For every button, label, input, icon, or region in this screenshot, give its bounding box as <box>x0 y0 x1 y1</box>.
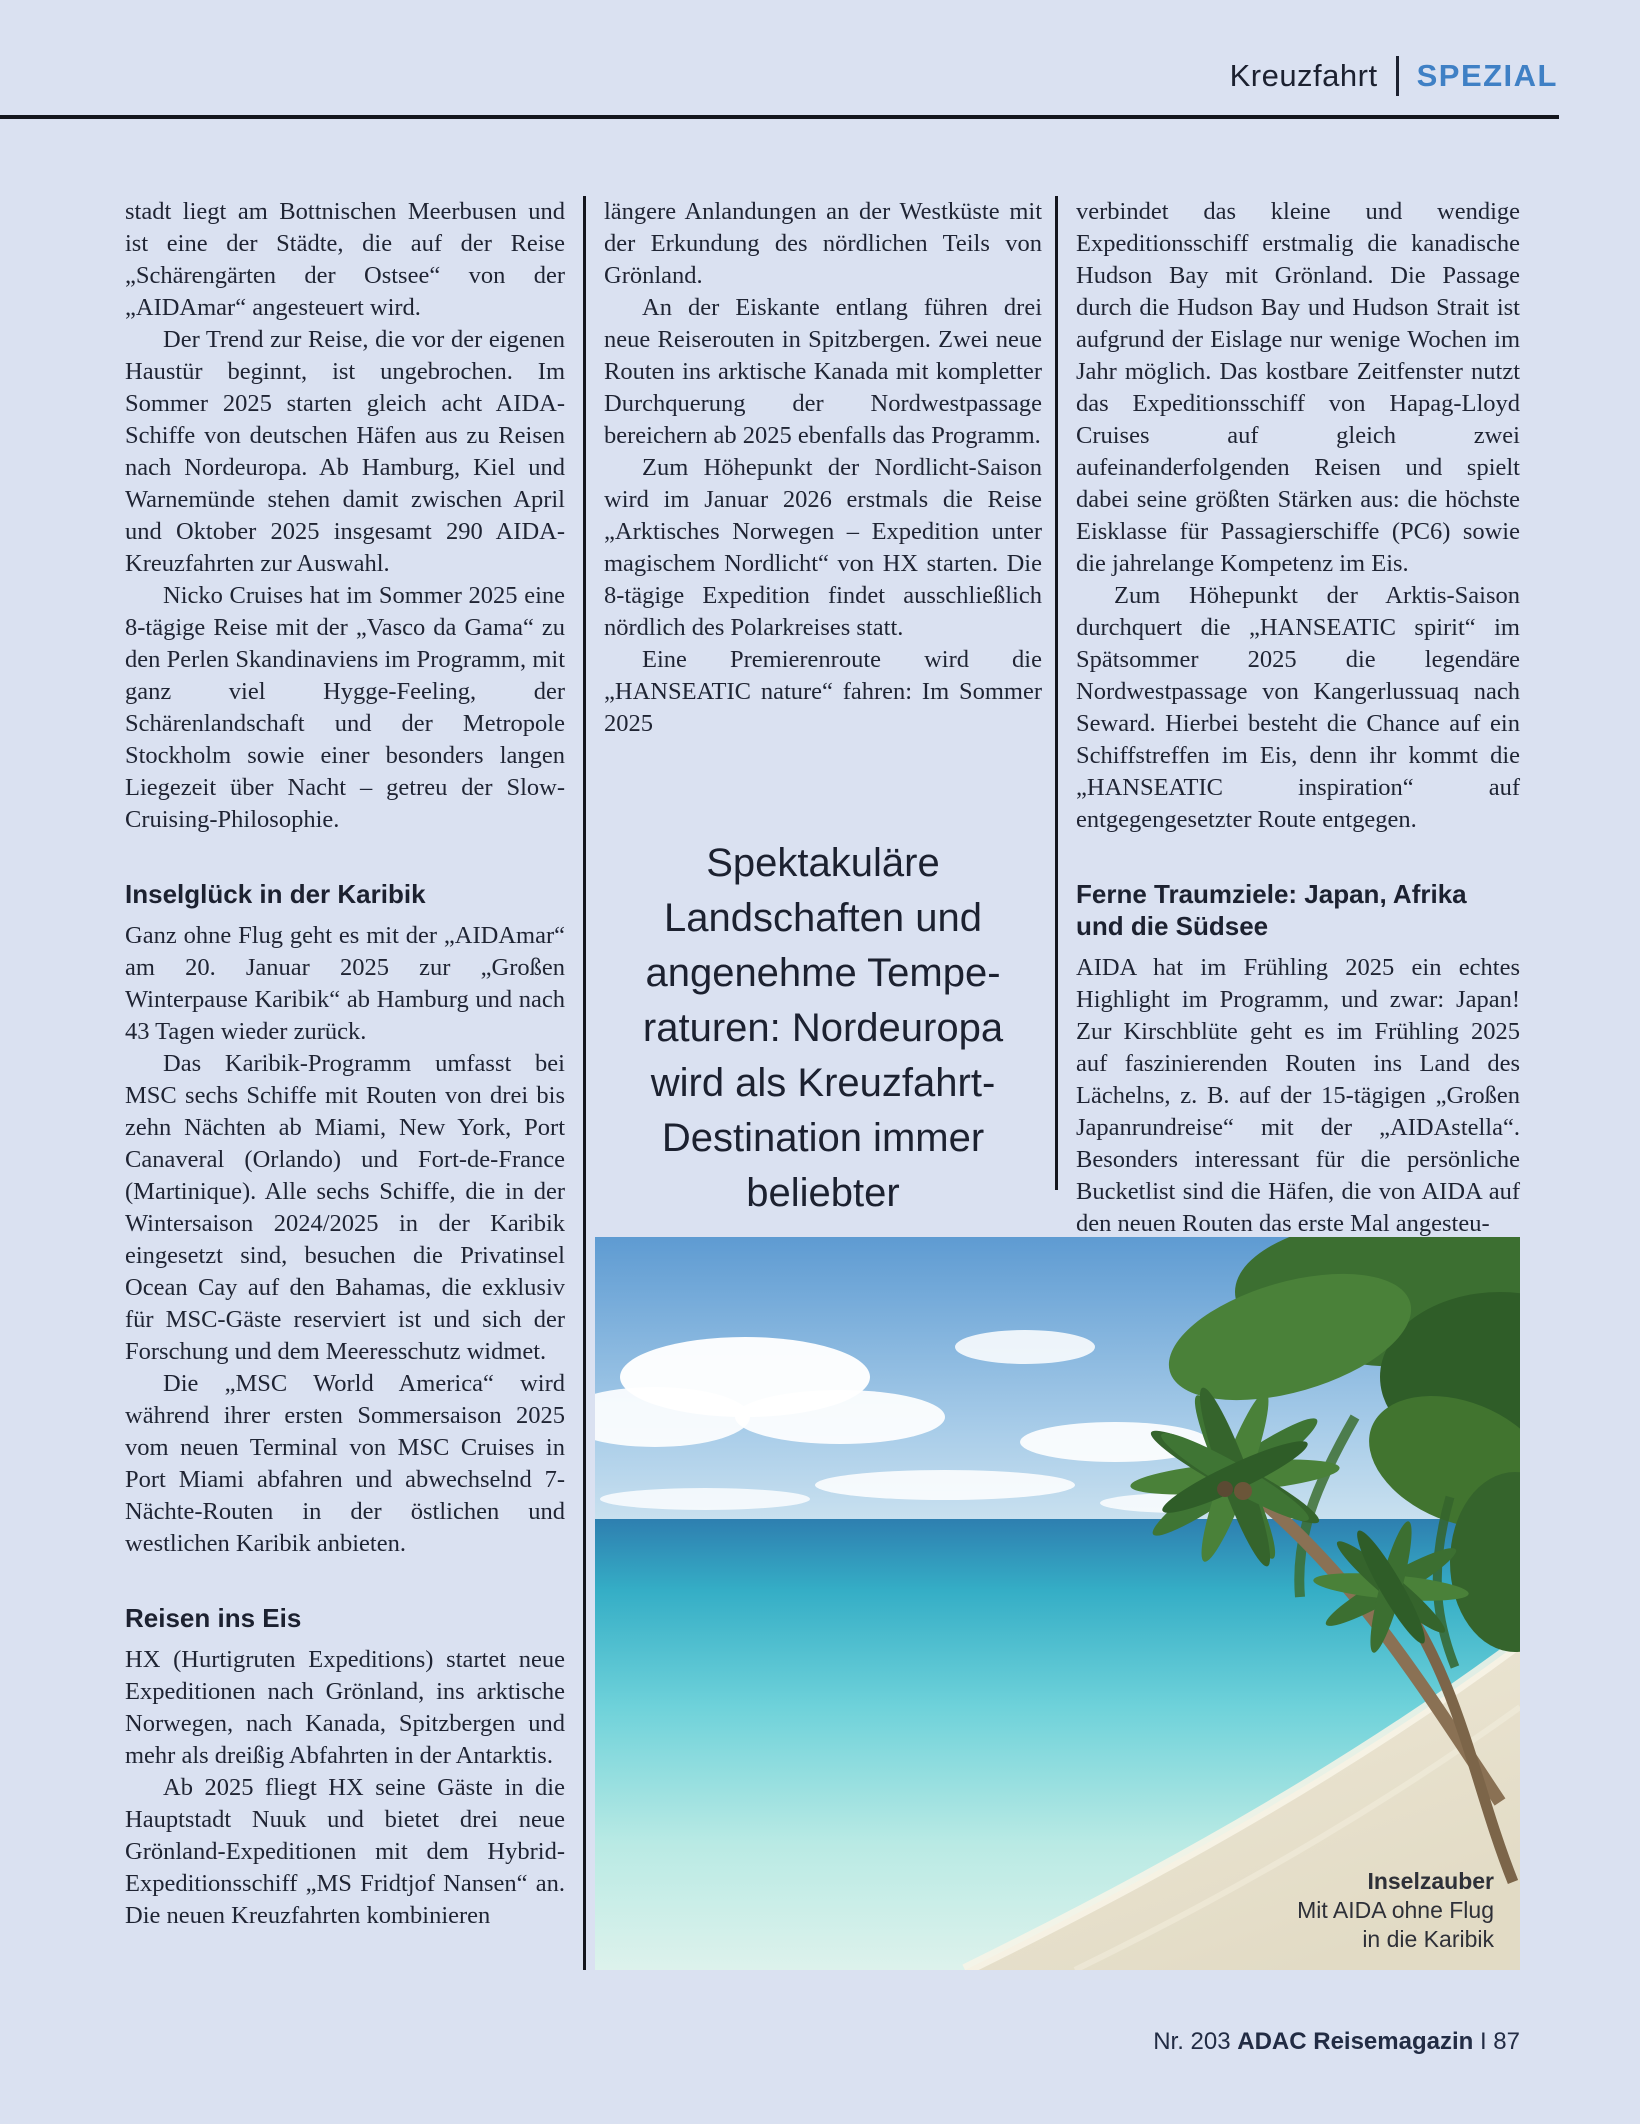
body-paragraph: An der Eiskante entlang führen drei neue Reiserouten in Spitzbergen. Zwei neue Routen ins arktische Kanada mit kompletter Durchquerung der Nordwestpassage bereichern ab 2025 ebenfalls das Programm. <box>604 294 1042 449</box>
body-paragraph: Nicko Cruises hat im Sommer 2025 eine 8-tägige Reise mit der „Vasco da Gama“ zu den Perlen Skandinaviens im Programm, mit ganz viel Hygge-Feeling, der Schärenlandschaft und der Metropole Stockholm sowie einer besonders langen Liegezeit über Nacht – getreu der Slow-Cruising-Philosophie. <box>125 582 565 833</box>
body-paragraph: Zum Höhepunkt der Arktis-Saison durchquert die „HANSEATIC spirit“ im Spätsommer 2025 die legendäre Nordwestpassage von Kangerlussuaq nach Seward. Hierbei besteht die Chance auf ein Schiffstreffen im Eis, denn ihr kommt die „HANSEATIC inspiration“ auf entgegengesetzter Route entgegen. <box>1076 582 1520 833</box>
body-paragraph: Das Karibik-Programm umfasst bei MSC sechs Schiffe mit Routen von drei bis zehn Nächten ab Miami, New York, Port Canaveral (Orlando) und Fort-de-France (Martinique). Alle sechs Schiffe, die in der Wintersaison 2024/2025 in der Karibik eingesetzt sind, besuchen die Privatinsel Ocean Cay auf den Bahamas, die exklusiv für MSC-Gäste reserviert ist und sich der Forschung und dem Meeresschutz widmet. <box>125 1050 565 1365</box>
body-paragraph: AIDA hat im Frühling 2025 ein echtes Highlight im Programm, und zwar: Japan! Zur Kirschblüte geht es im Frühling 2025 auf faszinierenden Routen ins Land des Lächelns, z. B. auf der 15-tägigen „Großen Japanrundreise“ mit der „AIDAstella“. Besonders interessant für die persönliche Bucketlist sind die Häfen, die von AIDA auf den neuen Routen das erste Mal angesteu- <box>1076 954 1520 1237</box>
pull-quote: Spektakuläre Landschaften und angenehme Temperaturen: Nordeuropa wird als Kreuzfahrt-Destination immer beliebter <box>642 841 1004 1215</box>
body-paragraph: stadt liegt am Bottnischen Meerbusen und ist eine der Städte, die auf der Reise „Schärengärten der Ostsee“ von der „AIDAmar“ angesteuert wird. <box>125 198 565 321</box>
page-footer <box>1153 2028 1520 2056</box>
subheading-eis: Reisen ins Eis <box>125 1603 302 1633</box>
body-paragraph: Ganz ohne Flug geht es mit der „AIDAmar“ am 20. Januar 2025 zur „Großen Winterpause Karibik“ ab Hamburg und nach 43 Tagen wieder zurück. <box>125 922 565 1045</box>
body-paragraph: Ab 2025 fliegt HX seine Gäste in die Hauptstadt Nuuk und bietet drei neue Grönland-Expeditionen mit dem Hybrid-Expeditionsschiff „MS Fridtjof Nansen“ an. Die neuen Kreuzfahrten kombinieren <box>125 1774 565 1929</box>
subheading-traumziele: Ferne Traumziele: Japan, Afrika und die Südsee <box>1076 879 1467 941</box>
column-divider-2 <box>1055 196 1058 1190</box>
header-divider-bar <box>1396 56 1399 96</box>
caption-line: in die Karibik <box>1362 1926 1494 1952</box>
header-section-label: Kreuzfahrt <box>1229 58 1378 93</box>
beach-photo <box>595 1237 1520 1970</box>
subheading-karibik: Inselglück in der Karibik <box>125 879 426 909</box>
column-1 <box>125 196 565 1932</box>
body-paragraph: HX (Hurtigruten Expeditions) startet neue Expeditionen nach Grönland, ins arktische Norwegen, nach Kanada, Spitzbergen und mehr als dreißig Abfahrten in der Antarktis. <box>125 1646 565 1769</box>
photo-caption <box>1297 1867 1494 1954</box>
caption-line: Mit AIDA ohne Flug <box>1297 1897 1494 1923</box>
body-paragraph: Die „MSC World America“ wird während ihrer ersten Sommersaison 2025 vom neuen Terminal von MSC Cruises in Port Miami abfahren und abwechselnd 7-Nächte-Routen in der östlichen und westlichen Karibik anbieten. <box>125 1370 565 1557</box>
column-2 <box>604 196 1042 1221</box>
header-special-label: SPEZIAL <box>1416 58 1558 93</box>
body-paragraph: Zum Höhepunkt der Nordlicht-Saison wird im Januar 2026 erstmals die Reise „Arktisches Norwegen – Expedition unter magischem Nordlicht“ von HX starten. Die 8-tägige Expedition findet ausschließlich nördlich des Polarkreises statt. <box>604 454 1042 641</box>
body-paragraph: längere Anlandungen an der Westküste mit der Erkundung des nördlichen Teils von Grönland. <box>604 198 1042 289</box>
issue-number: Nr. 203 <box>1153 2028 1238 2055</box>
body-paragraph: Der Trend zur Reise, die vor der eigenen Haustür beginnt, ist ungebrochen. Im Sommer 2025 starten gleich acht AIDA-Schiffe von deutschen Häfen aus zu Reisen nach Nordeuropa. Ab Hamburg, Kiel und Warnemünde stehen damit zwischen April und Oktober 2025 insgesamt 290 AIDA-Kreuzfahrten zur Auswahl. <box>125 326 565 577</box>
body-paragraph: verbindet das kleine und wendige Expeditionsschiff erstmalig die kanadische Hudson Bay mit Grönland. Die Passage durch die Hudson Bay und Hudson Strait ist aufgrund der Eislage nur wenige Wochen im Jahr möglich. Das kostbare Zeitfenster nutzt das Expeditionsschiff von Hapag-Lloyd Cruises auf gleich zwei aufeinanderfolgenden Reisen und spielt dabei seine größten Stärken aus: die höchste Eisklasse für Passagierschiffe (PC6) sowie die jahrelange Kompetenz im Eis. <box>1076 198 1520 577</box>
column-3 <box>1076 196 1520 1240</box>
page-number: I 87 <box>1473 2028 1520 2055</box>
magazine-brand: ADAC Reisemagazin <box>1237 2028 1474 2055</box>
caption-title: Inselzauber <box>1367 1868 1494 1894</box>
body-paragraph: Eine Premierenroute wird die „HANSEATIC nature“ fahren: Im Sommer 2025 <box>604 646 1042 737</box>
header-rule <box>0 115 1559 119</box>
beach-photo-illustration <box>595 1237 1520 1970</box>
column-divider-1 <box>583 196 586 1970</box>
page-header <box>1230 56 1558 96</box>
